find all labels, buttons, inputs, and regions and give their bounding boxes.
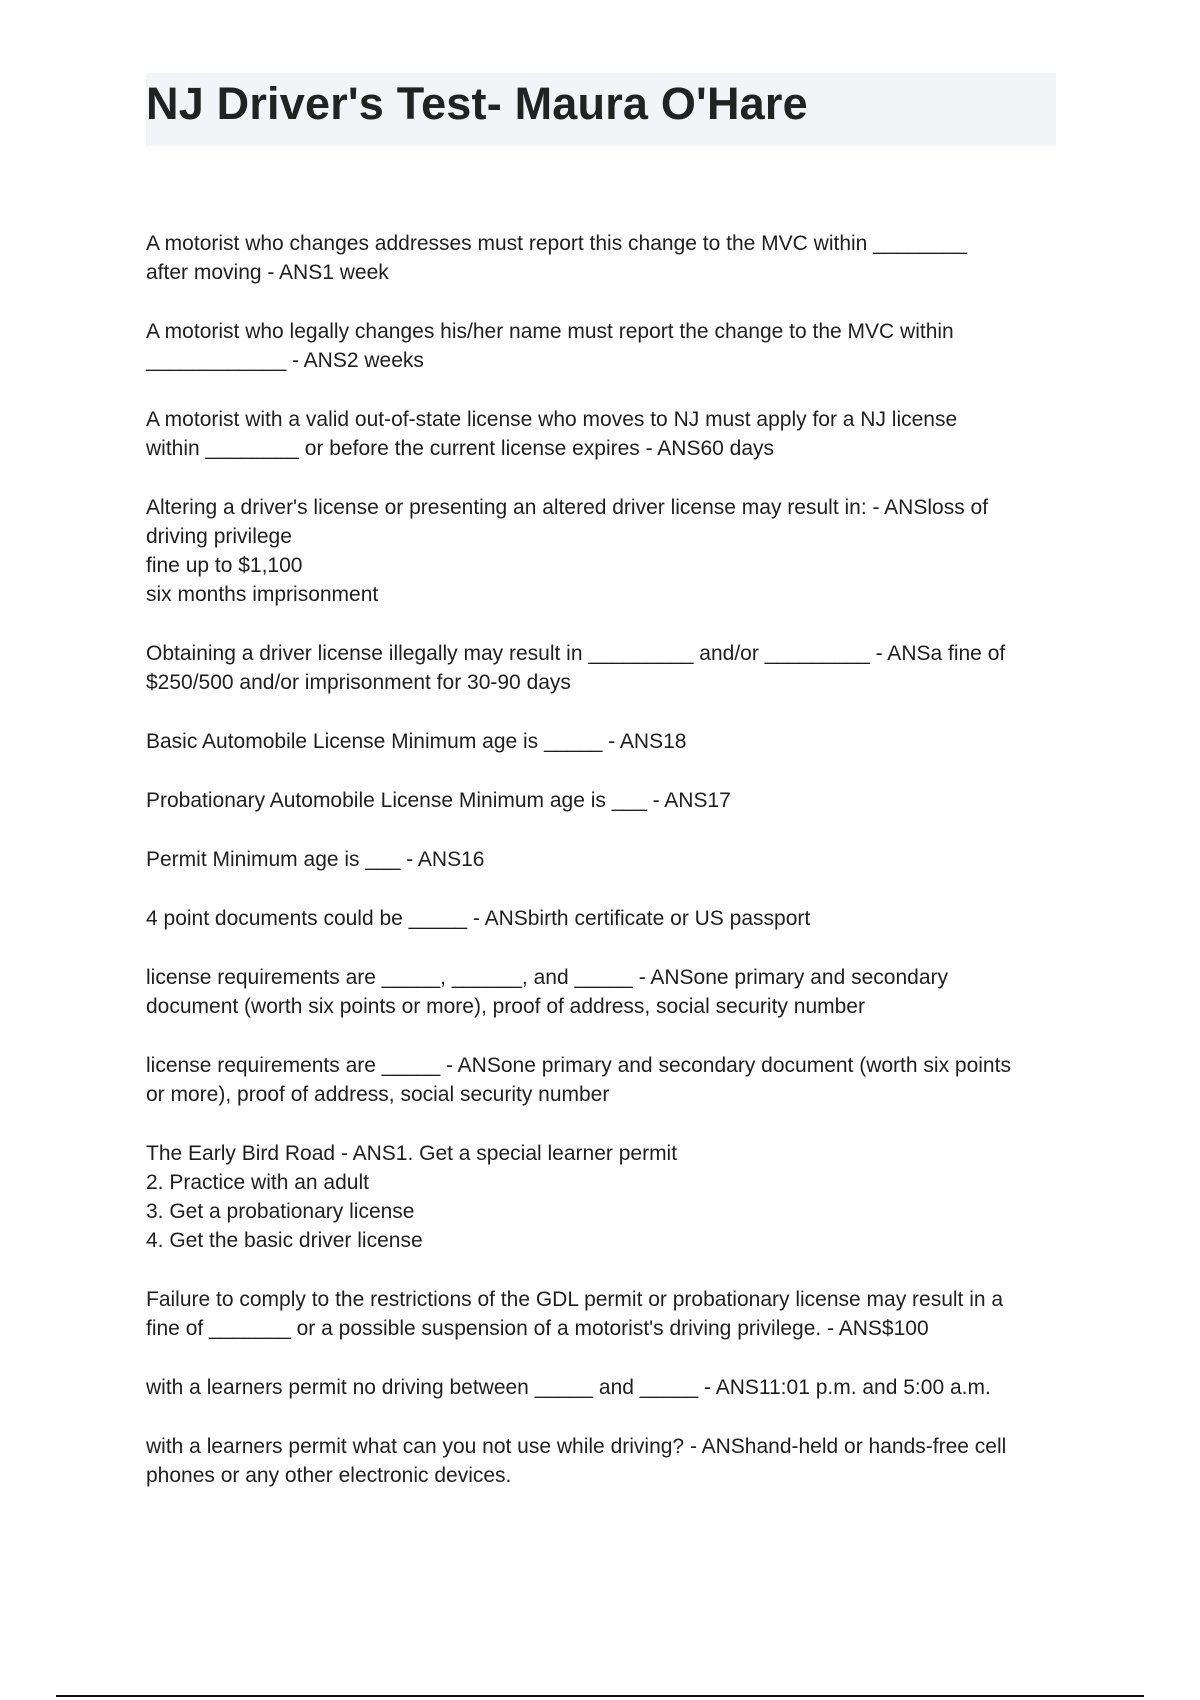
qa-item: Obtaining a driver license illegally may result in _________ and/or _________ - ANSa fine of $250/500 and/or imprisonment for 30-90 days <box>146 642 1006 694</box>
qa-item: A motorist with a valid out-of-state license who moves to NJ must apply for a NJ license within ________ or before the current license expires - ANS60 days <box>146 408 958 460</box>
qa-list <box>146 229 1066 1520</box>
page-bottom-divider <box>56 1695 1144 1697</box>
qa-item: with a learners permit no driving between _____ and _____ - ANS11:01 p.m. and 5:00 a.m. <box>146 1376 991 1399</box>
qa-item: license requirements are _____ - ANSone primary and secondary document (worth six points or more), proof of address, social security number <box>146 1054 1011 1106</box>
qa-item: license requirements are _____, ______, and _____ - ANSone primary and secondary document (worth six points or more), proof of address, social security number <box>146 966 949 1018</box>
page-title: NJ Driver's Test- Maura O'Hare <box>146 78 808 129</box>
qa-item: A motorist who legally changes his/her name must report the change to the MVC within ____________ - ANS2 weeks <box>146 320 954 372</box>
qa-item: with a learners permit what can you not use while driving? - ANShand-held or hands-free cell phones or any other electronic devices. <box>146 1435 1007 1487</box>
qa-item: Permit Minimum age is ___ - ANS16 <box>146 848 485 871</box>
qa-item: The Early Bird Road - ANS1. Get a special learner permit 2. Practice with an adult 3. Get a probationary license 4. Get the basic driver license <box>146 1142 678 1252</box>
qa-item: A motorist who changes addresses must report this change to the MVC within ________ after moving - ANS1 week <box>146 232 967 284</box>
qa-item: Failure to comply to the restrictions of the GDL permit or probationary license may result in a fine of _______ or a possible suspension of a motorist's driving privilege. - ANS$100 <box>146 1288 1004 1340</box>
qa-item: Probationary Automobile License Minimum age is ___ - ANS17 <box>146 789 731 812</box>
qa-item: Basic Automobile License Minimum age is _____ - ANS18 <box>146 730 687 753</box>
qa-item: 4 point documents could be _____ - ANSbirth certificate or US passport <box>146 907 811 930</box>
qa-item: Altering a driver's license or presenting an altered driver license may result in: - ANSloss of driving privilege fine up to $1,100 six months imprisonment <box>146 496 989 606</box>
